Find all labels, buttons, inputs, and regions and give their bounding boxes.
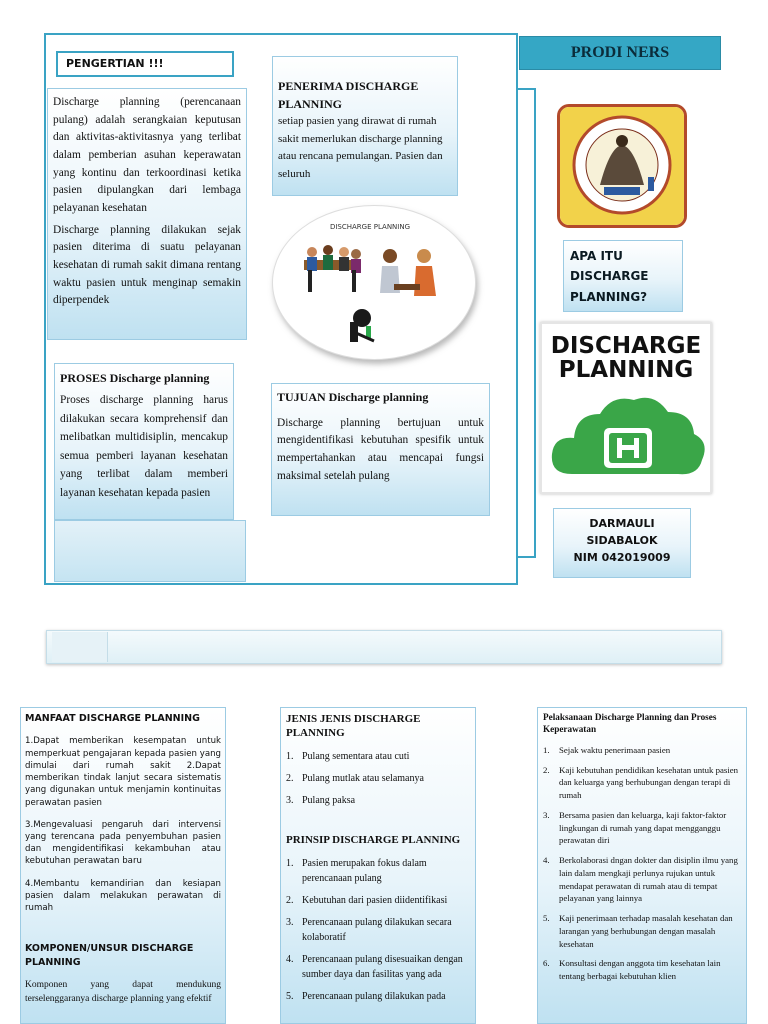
separator-bar-left-segment: [52, 632, 108, 662]
list-item: 5. Perencanaan pulang dilakukan pada: [286, 991, 446, 1003]
list-item: 2. Kebutuhan dari pasien diidentifikasi: [286, 895, 448, 907]
pengertian-paragraph-2: Discharge planning dilakukan sejak pasien diterima di suatu pelayanan kesehatan di rumah sakit dimana rentang waktu pasien untuk menginap semakin diperpendek: [53, 223, 241, 307]
title-card: [540, 322, 712, 494]
list-item: 4. Perencanaan pulang disesuaikan dengan sumber daya dan fasilitas yang ada: [286, 954, 463, 981]
manfaat-heading: MANFAAT DISCHARGE PLANNING: [25, 713, 200, 724]
pengertian-heading: PENGERTIAN !!!: [66, 57, 164, 70]
list-item: 3. Perencanaan pulang dilakukan secara kolaboratif: [286, 917, 452, 944]
jenis-list: [286, 749, 470, 808]
list-item: 2. Pulang mutlak atau selamanya: [286, 772, 424, 784]
pelaksanaan-panel: [537, 707, 747, 1024]
jenis-heading: JENIS JENIS DISCHARGE PLANNING: [286, 713, 421, 740]
title-line-2: PLANNING: [558, 357, 694, 384]
proses-heading: PROSES Discharge planning: [60, 371, 210, 385]
figure-icon: [350, 309, 374, 342]
list-item: 1. Pasien merupakan fokus dalam perencanaan pulang: [286, 858, 427, 885]
penerima-body: setiap pasien yang dirawat di rumah sakit memerlukan discharge planning atau rencana pemulangan. Pasien dan seluruh: [278, 115, 443, 180]
list-item: 2. Kaji kebutuhan pendidikan kesehatan untuk pasien dan keluarga yang berhubungan dengan terapi di rumah: [543, 764, 739, 801]
proses-panel: [54, 363, 234, 520]
manfaat-paragraph-1: 1.Dapat memberikan kesempatan untuk memperkuat pengajaran kepada pasien yang dimulai dari rumah sakit 2.Dapat memberikan tindak lanjut secara sistematis yang digunakan untuk menjamin kontinuitas perawatan pasien: [25, 736, 221, 808]
proses-body: Proses discharge planning harus dilakukan secara komprehensif dan melibatkan multidisiplin, mencakup semua pemberi layanan kesehatan yang terlibat dalam memberi layanan kesehatan kepada pasien: [60, 394, 228, 499]
list-item: 4. Berkolaborasi dngan dokter dan disiplin ilmu yang lain dalam mengkaji perlunya rujukan untuk mendapat perawatan di rumah atau di tempat pelayanan yang lainnya: [543, 855, 738, 904]
pengertian-heading-box: [56, 51, 234, 77]
author-name-line-2: SIDABALOK: [586, 534, 658, 548]
list-item: 1. Sejak waktu penerimaan pasien: [543, 744, 671, 755]
tujuan-heading: TUJUAN Discharge planning: [277, 390, 429, 404]
stikes-logo-icon: [560, 107, 684, 225]
manfaat-paragraph-2: 3.Mengevaluasi pengaruh dari intervensi yang terencana pada penyembuhan pasien dan mengidentifikasi kekambuhan atau kebutuhan perawatan baru: [25, 819, 221, 867]
list-item: 1. Pulang sementara atau cuti: [286, 750, 410, 762]
manfaat-panel: [20, 707, 226, 1024]
question-text: APA ITU DISCHARGE PLANNING?: [570, 249, 649, 304]
author-nim: NIM 042019009: [573, 551, 671, 565]
proses-panel-extension: [54, 520, 246, 582]
question-box: [563, 240, 683, 312]
penerima-heading: PENERIMA DISCHARGE PLANNING: [278, 79, 419, 111]
logo-frame: [557, 104, 687, 228]
illustration-clipart: [290, 238, 460, 348]
prodi-banner: [519, 36, 721, 70]
consultation-icon: [380, 249, 436, 296]
pengertian-panel: [47, 88, 247, 340]
list-item: 6. Konsultasi dengan anggota tim kesehatan lain tentang berbagai kebutuhan klien: [543, 958, 721, 982]
author-name-line-1: DARMAULI: [589, 517, 655, 530]
meeting-group-icon: [304, 245, 361, 292]
list-item: 3. Bersama pasien dan keluarga, kaji faktor-faktor lingkungan di rumah yang dapat mengganggu perawatan diri: [543, 809, 727, 846]
komponen-body: Komponen yang dapat mendukung terselenggaranya discharge planning yang efektif: [25, 980, 221, 1004]
prinsip-list: [286, 856, 470, 1004]
prinsip-heading: PRINSIP DISCHARGE PLANNING: [286, 833, 461, 846]
prodi-title: PRODI NERS: [570, 44, 670, 61]
komponen-heading: KOMPONEN/UNSUR DISCHARGE PLANNING: [25, 943, 194, 968]
separator-bar: [46, 630, 722, 664]
list-item: 5. Kaji penerimaan terhadap masalah kesehatan dan larangan yang berhubungan dengan masalah kesehatan: [543, 913, 733, 949]
pelaksanaan-list: [543, 744, 741, 983]
jenis-panel: [280, 707, 476, 1024]
manfaat-paragraph-3: 4.Membantu kemandirian dan kesiapan pasien dalam melakukan perawatan di rumah: [25, 878, 221, 913]
pengertian-paragraph-1: Discharge planning (perencanaan pulang) adalah serangkaian keputusan dan aktivitas-aktivitasnya yang terlibat dalam pemberian asuhan keperawatan yang kontinu dan terkoordinasi ketika pasien dipulangkan dari lembaga pelayanan kesehatan: [53, 96, 241, 215]
illustration-caption: DISCHARGE PLANNING: [329, 223, 411, 231]
author-box: [553, 508, 691, 578]
list-item: 3. Pulang paksa: [286, 794, 356, 806]
pelaksanaan-heading: Pelaksanaan Discharge Planning dan Proses Keperawatan: [543, 712, 717, 734]
penerima-panel: [272, 56, 458, 196]
title-line-1: DISCHARGE: [550, 333, 702, 359]
hospital-cloud-icon: [542, 384, 714, 494]
tujuan-body: Discharge planning bertujuan untuk mengidentifikasi kebutuhan spesifik untuk mempertahankan atau mencapai fungsi maksimal setelah pulang: [277, 416, 484, 482]
top-panel-right-frame: [516, 88, 536, 558]
tujuan-panel: [271, 383, 490, 516]
